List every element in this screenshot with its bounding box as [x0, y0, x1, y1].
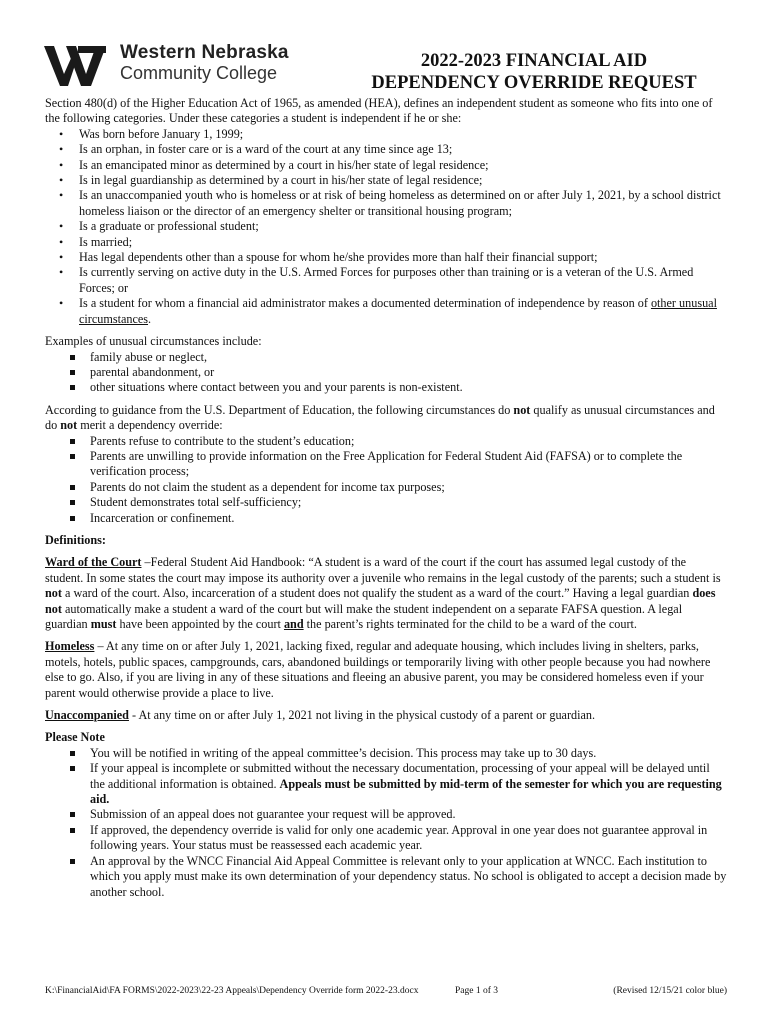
note-item: Submission of an appeal does not guarantee your request will be approved. [45, 807, 727, 822]
homeless-definition [45, 639, 727, 701]
criteria-last-text: Is a student for whom a financial aid administrator makes a documented determination of independence by reason of [79, 296, 651, 311]
college-name-line2: Community College [120, 63, 278, 83]
examples-list [45, 350, 727, 396]
criteria-item: • Is an emancipated minor as determined by a court in his/her state of legal residence; [45, 158, 727, 173]
ward-term: Ward of the Court [45, 555, 142, 570]
independence-criteria-list [45, 127, 727, 327]
homeless-term: Homeless [45, 639, 95, 654]
title-line2: DEPENDENCY OVERRIDE REQUEST [371, 73, 697, 93]
criteria-item: • Was born before January 1, 1999; [45, 127, 727, 142]
not-qualify-list [45, 434, 727, 526]
criteria-item [45, 296, 727, 327]
college-logo [44, 44, 314, 88]
criteria-item: • Is a graduate or professional student; [45, 219, 727, 234]
examples-heading: Examples of unusual circumstances include: [45, 334, 262, 349]
wncc-logo-mark-icon [44, 44, 110, 88]
guidance-bold: not [513, 402, 531, 417]
ward-text: have been appointed by the court [116, 617, 284, 631]
document-body [45, 96, 727, 900]
criteria-item: • Is in legal guardianship as determined by a court in his/her state of legal residence; [45, 173, 727, 188]
unaccompanied-definition [45, 708, 727, 723]
guidance-paragraph [45, 403, 727, 434]
notes-list [45, 746, 727, 900]
example-item: family abuse or neglect, [45, 350, 727, 365]
ward-bold: must [90, 617, 117, 631]
ward-definition [45, 555, 727, 632]
criteria-item: • Is an orphan, in foster care or is a ward of the court at any time since age 13; [45, 142, 727, 157]
guidance-text: According to guidance from the U.S. Department of Education, the following circumstances do [45, 402, 514, 417]
college-name-line1: Western Nebraska [120, 42, 289, 63]
example-item: other situations where contact between you and your parents is non-existent. [45, 380, 727, 395]
ward-bold: does not [45, 586, 716, 616]
definitions-heading [45, 533, 727, 548]
title-line1: 2022-2023 FINANCIAL AID [420, 51, 648, 71]
homeless-text: – At any time on or after July 1, 2021, lacking fixed, regular and adequate housing, which includes living in shelters, parks, motels, hotels, public spaces, campgrounds, cars, abandoned buildings or temporarily living with other people because you had nowhere else to go. Also, if you are living in any of these situations and fleeing an abusive parent, you may be considered homeless even if your parent would otherwise provide a place to live. [45, 639, 711, 700]
not-qualify-item: Parents are unwilling to provide information on the Free Application for Federal Student Aid (FAFSA) or to complete the verification process; [45, 449, 727, 480]
unusual-circumstances-term: other unusual circumstances [79, 296, 717, 326]
not-qualify-item: Parents refuse to contribute to the student’s education; [45, 434, 727, 449]
not-qualify-item: Student demonstrates total self-sufficiency; [45, 495, 727, 510]
definitions-heading-text: Definitions: [45, 532, 106, 547]
not-qualify-item: Incarceration or confinement. [45, 511, 727, 526]
note-item: You will be notified in writing of the appeal committee’s decision. This process may take up to 30 days. [45, 746, 727, 761]
note-bold: Appeals must be submitted by mid-term of the semester for which you are requesting aid. [90, 776, 722, 807]
guidance-bold: not [60, 418, 78, 433]
ward-text: automatically make a student a ward of the court but will make the student independent on a separate FAFSA question. A legal guardian [45, 601, 683, 631]
footer-file-path: K:\FinancialAid\FA FORMS\2022-2023\22-23 Appeals\Dependency Override form 2022-23.docx [45, 986, 419, 996]
criteria-last-end: . [148, 311, 152, 326]
guidance-text: merit a dependency override: [77, 418, 223, 433]
note-item [45, 761, 727, 807]
ward-text: –Federal Student Aid Handbook: “A student is a ward of the court if the court has assumed legal custody of the student. In some states the court may impose its authority over a juvenile who remains in the legal custody of the parents; such a student is [45, 555, 721, 585]
example-item: parental abandonment, or [45, 365, 727, 380]
page-title [344, 50, 724, 94]
note-item: An approval by the WNCC Financial Aid Appeal Committee is relevant only to your application at WNCC. Each institution to which you apply must make its own determination of your dependency status. No school is obligated to accept a decision made by another school. [45, 854, 727, 900]
criteria-item: • Is married; [45, 235, 727, 250]
criteria-item: • Is currently serving on active duty in the U.S. Armed Forces for purposes other than training or is a veteran of the U.S. Armed Forces; or [45, 265, 727, 296]
guidance-text: qualify as unusual circumstances and do [45, 402, 715, 433]
please-note-text: Please Note [45, 730, 105, 745]
ward-text: the parent’s rights terminated for the child to be a ward of the court. [303, 617, 637, 631]
ward-bold: and [283, 617, 304, 631]
please-note-heading [45, 730, 727, 745]
note-text: If your appeal is incomplete or submitted without the necessary documentation, processing of your appeal will be delayed until the additional information is obtained. [90, 761, 710, 791]
note-item: If approved, the dependency override is valid for only one academic year. Approval in one year does not guarantee approval in following years. Your status must be reassessed each academic year. [45, 823, 727, 854]
not-qualify-item: Parents do not claim the student as a dependent for income tax purposes; [45, 480, 727, 495]
criteria-item: • Has legal dependents other than a spouse for whom he/she provides more than half their financial support; [45, 250, 727, 265]
footer-revised: (Revised 12/15/21 color blue) [613, 986, 727, 996]
intro-paragraph: Section 480(d) of the Higher Education Act of 1965, as amended (HEA), defines an independent student as someone who fits into one of the following categories. Under these categories a student is independent if he or she: [45, 96, 713, 126]
page-header [0, 0, 770, 96]
footer-page-number: Page 1 of 3 [455, 986, 499, 996]
unaccompanied-text: - At any time on or after July 1, 2021 not living in the physical custody of a parent or guardian. [128, 708, 596, 723]
ward-bold: not [45, 586, 62, 601]
ward-text: a ward of the court. Also, incarceration of a student does not qualify the student as a ward of the court.” Having a legal guardian [61, 586, 693, 601]
unaccompanied-term: Unaccompanied [45, 708, 129, 723]
criteria-item: • Is an unaccompanied youth who is homeless or at risk of being homeless as determined on or after July 1, 2021, by a school district homeless liaison or the director of an emergency shelter or transitional housing program; [45, 188, 727, 219]
